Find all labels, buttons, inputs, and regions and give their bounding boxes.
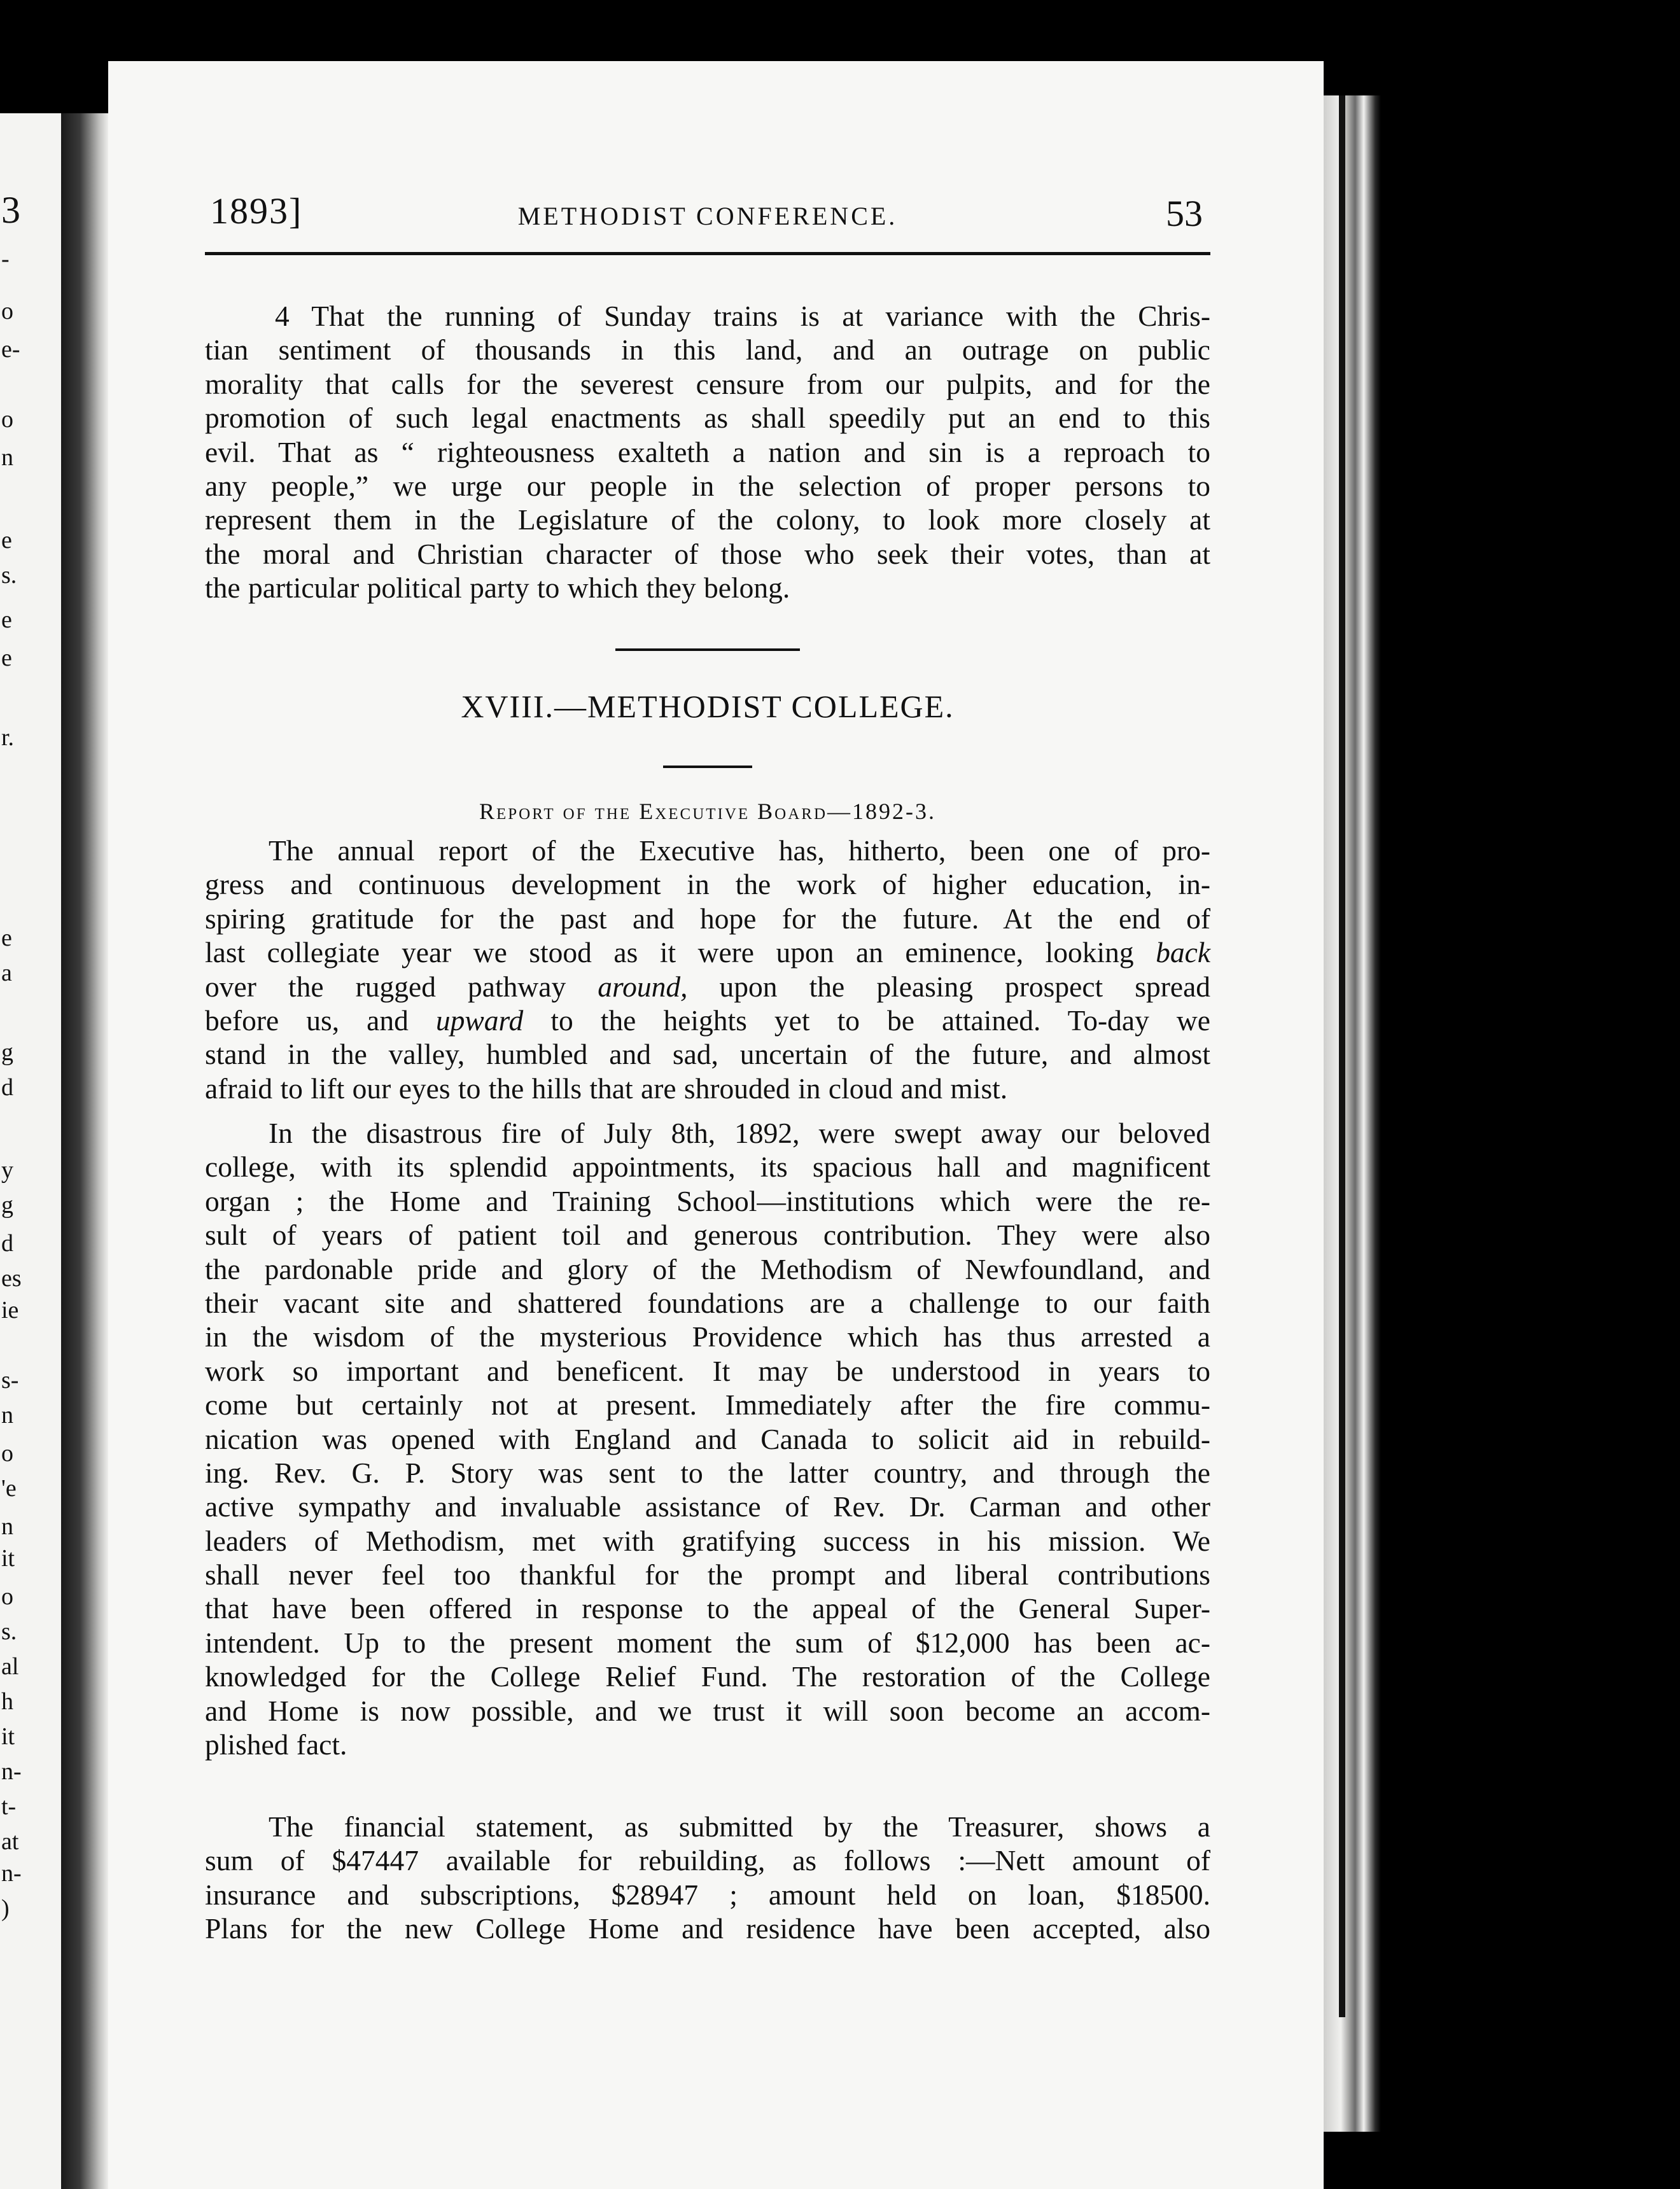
text-line: afraid to lift our eyes to the hills that are shrouded in cloud and mist. <box>205 1072 1008 1105</box>
text-line: come but certainly not at present. Immediately after the fire commu- <box>205 1388 1210 1422</box>
text-line: and Home is now possible, and we trust it will soon become an accom- <box>205 1694 1210 1727</box>
left-page-fragment: n- <box>1 1860 22 1887</box>
text-line: sult of years of patient toil and generous contribution. They were also <box>205 1219 1210 1252</box>
text-line: the particular political party to which they belong. <box>205 571 790 605</box>
left-page-fragment: e- <box>1 336 20 363</box>
text-line: the pardonable pride and glory of the Methodism of Newfoundland, and <box>205 1252 1210 1285</box>
text-line: spiring gratitude for the past and hope for the future. At the end of <box>205 902 1210 935</box>
text-line: shall never feel too thankful for the prompt and liberal contributions <box>205 1558 1210 1591</box>
text-line: that have been offered in response to the appeal of the General Super- <box>205 1592 1210 1625</box>
left-page-fragment: n- <box>1 1758 22 1785</box>
text-line: 4 That the running of Sunday trains is at variance with the Chris- <box>275 300 1210 332</box>
left-page-fragment: it <box>1 1723 15 1750</box>
text-segment: over the rugged pathway <box>205 970 566 1003</box>
text-line: work so important and beneficent. It may be understood in years to <box>205 1354 1210 1387</box>
italic-word: upward <box>435 1004 524 1037</box>
book-page <box>108 61 1324 2189</box>
text-line: stand in the valley, humbled and sad, uncertain of the future, and almost <box>205 1038 1210 1071</box>
left-page-fragment: e <box>1 527 12 554</box>
left-page-fragment: s. <box>1 1618 17 1645</box>
resolution-paragraph <box>205 299 1210 605</box>
text-line: morality that calls for the severest censure from our pulpits, and for the <box>205 367 1210 400</box>
text-segment: upon the pleasing prospect spread <box>719 970 1211 1003</box>
text-line: The annual report of the Executive has, hitherto, been one of pro- <box>269 834 1210 867</box>
text-line: active sympathy and invaluable assistance of Rev. Dr. Carman and other <box>205 1490 1210 1523</box>
text-line: leaders of Methodism, met with gratifying success in his mission. We <box>205 1524 1210 1557</box>
left-page-fragment: 'e <box>1 1475 17 1502</box>
financial-paragraph <box>205 1810 1210 1946</box>
running-head-title: METHODIST CONFERENCE. <box>517 202 898 230</box>
left-page-fragment: e <box>1 606 12 633</box>
left-page-fragment: 3 <box>1 189 20 231</box>
text-line <box>205 970 1210 1004</box>
page-number: 53 <box>1166 193 1203 234</box>
text-line: In the disastrous fire of July 8th, 1892, were swept away our beloved <box>269 1117 1210 1149</box>
left-page-fragment: n <box>1 1402 13 1429</box>
text-line: evil. That as “ righteousness exalteth a nation and sin is a reproach to <box>205 435 1210 468</box>
left-page-fragment: a <box>1 960 12 986</box>
left-page-fragment: d <box>1 1230 13 1257</box>
left-page-fragment: n <box>1 444 13 471</box>
text-line: organ ; the Home and Training School—institutions which were the re- <box>205 1184 1210 1217</box>
text-segment: before us, and <box>205 1004 409 1037</box>
left-page-fragment: y <box>1 1157 13 1184</box>
left-page-fragment: es <box>1 1265 22 1292</box>
text-segment: to the heights yet to be attained. To-day we <box>550 1004 1210 1037</box>
left-page-fragment: o <box>1 406 13 433</box>
annual-report-paragraph <box>205 834 1210 1105</box>
text-line: insurance and subscriptions, $28947 ; amount held on loan, $18500. <box>205 1878 1210 1911</box>
text-line: plished fact. <box>205 1728 347 1761</box>
text-line: ing. Rev. G. P. Story was sent to the latter country, and through the <box>205 1456 1210 1489</box>
header-rule <box>205 252 1210 255</box>
left-page-fragment: s. <box>1 562 17 589</box>
text-line: in the wisdom of the mysterious Providence which has thus arrested a <box>205 1320 1210 1353</box>
text-line: college, with its splendid appointments, its spacious hall and magnificent <box>205 1150 1210 1184</box>
left-page-fragment: e <box>1 925 12 951</box>
left-page-fragment: al <box>1 1653 19 1680</box>
left-page-fragment: s- <box>1 1367 19 1394</box>
section-divider <box>615 648 800 651</box>
text-line <box>205 935 1210 969</box>
left-page-fragment: d <box>1 1074 13 1101</box>
text-line: nication was opened with England and Canada to solicit aid in rebuild- <box>205 1422 1210 1455</box>
text-line: gress and continuous development in the work of higher education, in- <box>205 868 1210 901</box>
section-heading: XVIII.—METHODIST COLLEGE. <box>461 689 955 724</box>
italic-word: around, <box>598 970 688 1003</box>
italic-word: back <box>1156 936 1211 969</box>
left-page-fragment: e <box>1 645 12 671</box>
left-page-fragment: ie <box>1 1297 19 1324</box>
book-gutter <box>61 113 108 2189</box>
text-line: Plans for the new College Home and residence have been accepted, also <box>205 1912 1210 1945</box>
text-line: sum of $47447 available for rebuilding, as follows :—Nett amount of <box>205 1844 1210 1877</box>
report-subheading: Report of the Executive Board—1892-3. <box>479 799 937 824</box>
left-page-fragment: - <box>1 246 10 272</box>
text-line: intendent. Up to the present moment the sum of $12,000 has been ac- <box>205 1626 1210 1659</box>
heading-underline <box>663 766 752 768</box>
left-page-fragment: g <box>1 1039 13 1066</box>
left-page-fragment: ) <box>1 1895 10 1922</box>
fire-paragraph <box>205 1116 1210 1761</box>
text-line: The financial statement, as submitted by the Treasurer, shows a <box>269 1810 1210 1843</box>
left-page-fragment: h <box>1 1688 13 1715</box>
text-line: their vacant site and shattered foundations are a challenge to our faith <box>205 1286 1210 1319</box>
text-line <box>205 1004 1210 1037</box>
text-line: knowledged for the College Relief Fund. The restoration of the College <box>205 1660 1210 1693</box>
previous-page-edge <box>0 113 61 2189</box>
left-page-fragment: it <box>1 1545 15 1572</box>
text-line: the moral and Christian character of those who seek their votes, than at <box>205 537 1210 570</box>
book-fore-edge <box>1324 95 1381 2132</box>
fore-edge-shadow <box>1339 95 1345 2017</box>
left-page-fragment: g <box>1 1192 13 1219</box>
left-page-fragment: o <box>1 1440 13 1467</box>
text-line: promotion of such legal enactments as shall speedily put an end to this <box>205 402 1210 435</box>
left-page-fragment: at <box>1 1828 19 1855</box>
left-page-fragment: n <box>1 1513 13 1540</box>
left-page-fragment: o <box>1 1583 13 1610</box>
text-line: any people,” we urge our people in the selection of proper persons to <box>205 469 1210 502</box>
running-head-year: 1893] <box>210 190 303 232</box>
left-page-fragment: r. <box>1 724 15 751</box>
left-page-fragment: o <box>1 298 13 325</box>
text-line: tian sentiment of thousands in this land, and an outrage on public <box>205 333 1210 367</box>
left-page-fragment: t- <box>1 1793 17 1820</box>
text-line: represent them in the Legislature of the colony, to look more closely at <box>205 503 1210 536</box>
running-head <box>205 190 1210 241</box>
text-segment: last collegiate year we stood as it were upon an eminence, looking <box>205 936 1134 969</box>
